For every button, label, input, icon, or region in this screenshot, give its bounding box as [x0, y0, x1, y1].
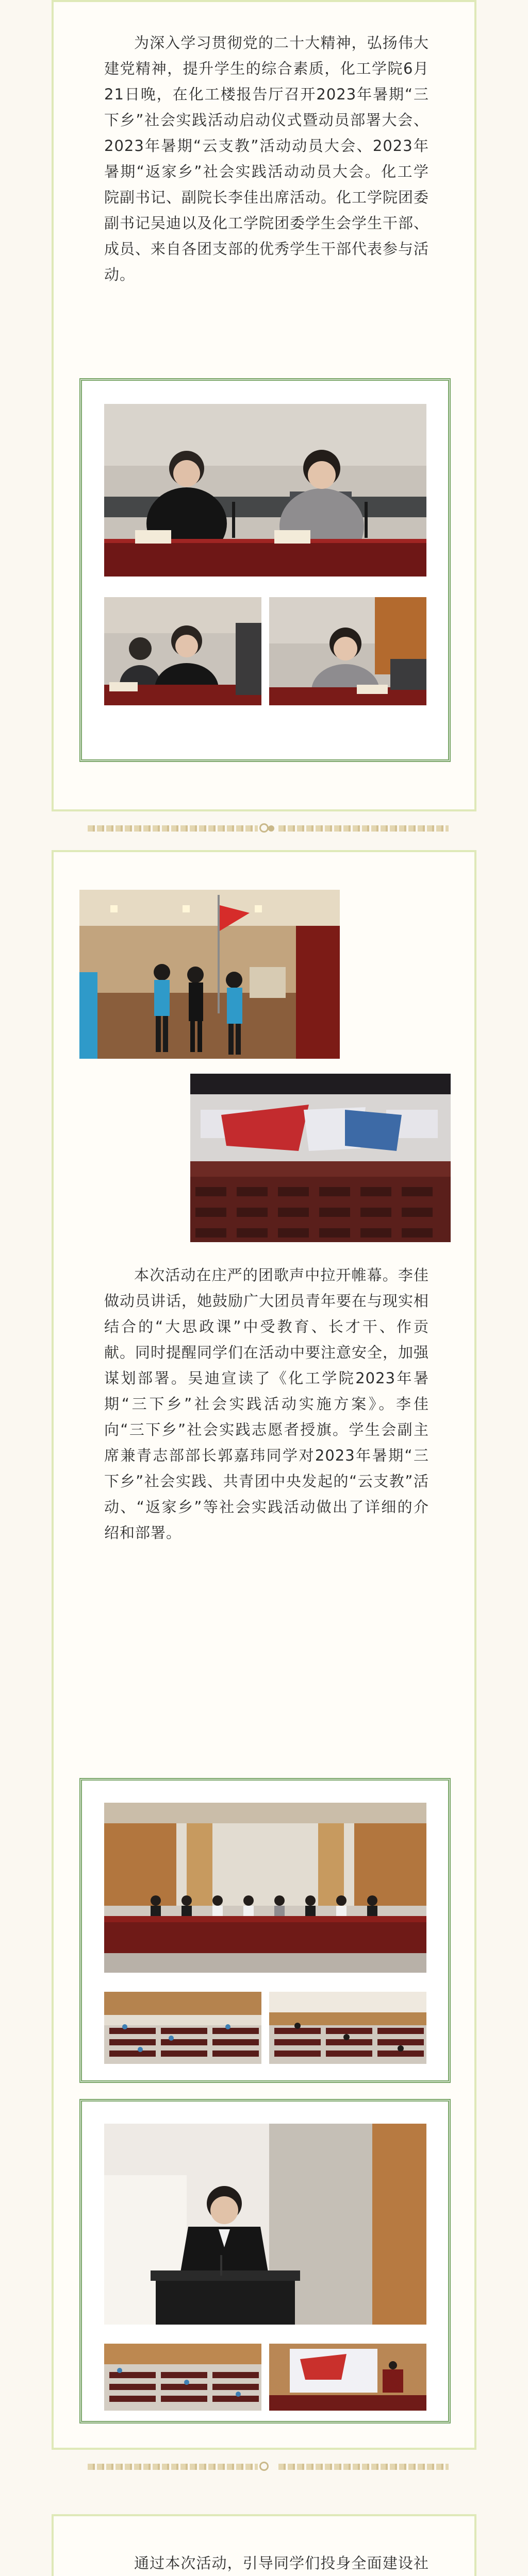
- closing-card: [52, 2514, 476, 2576]
- photo-flag-ceremony: [79, 890, 340, 1059]
- photo-frame-stage: [79, 1778, 451, 2083]
- photo-official-left: [104, 597, 261, 705]
- photo-official-right: [269, 597, 426, 705]
- activity-paragraph: 本次活动在庄严的团歌声中拉开帷幕。李佳做动员讲话，她鼓励广大团员青年要在与现实相结合的“大思政课”中受教育、长才干、作贡献。同时提醒同学们在活动中要注意安全，加强谋划部署。吴迪宣读了《化工学院2023年暑期“三下乡”社会实践活动实施方案》。李佳向“三下乡”社会实践志愿者授旗。学生会副主席兼青志部部长郭嘉玮同学对2023年暑期“三下乡”社会实践、共青团中央发起的“云支教”活动、“返家乡”等社会实践活动做出了详细的介绍和部署。: [104, 1266, 430, 1541]
- photo-auditorium-flags: [190, 1074, 451, 1242]
- photo-officials-seated: [104, 404, 426, 577]
- photo-stage-panel: [104, 1803, 426, 1973]
- photo-frame-speaker: [79, 2099, 451, 2424]
- ornamental-divider: [52, 818, 476, 839]
- ornamental-divider: [52, 2456, 476, 2477]
- intro-paragraph: 为深入学习贯彻党的二十大精神，弘扬伟大建党精神，提升学生的综合素质，化工学院6月21日晚，在化工楼报告厅召开2023年暑期“三下乡”社会实践活动启动仪式暨动员部署大会、2023年暑期“云支教”活动动员大会、2023年暑期“返家乡”社会实践活动动员大会。化工学院副书记、副院长李佳出席活动。化工学院团委副书记吴迪以及化工学院团委学生会学生干部、成员、来自各团支部的优秀学生干部代表参与活动。: [104, 34, 430, 283]
- activity-card: [52, 850, 476, 2450]
- photo-presenter-screen: [269, 2344, 426, 2411]
- closing-paragraph: 通过本次活动，引导同学们投身全面建设社: [134, 2554, 429, 2572]
- photo-frame-leaders: [79, 378, 451, 762]
- intro-card: [52, 0, 476, 811]
- photo-speaker-podium: [104, 2124, 426, 2325]
- photo-hall-seats: [104, 2344, 261, 2411]
- photo-audience-right: [269, 1992, 426, 2064]
- photo-audience-left: [104, 1992, 261, 2064]
